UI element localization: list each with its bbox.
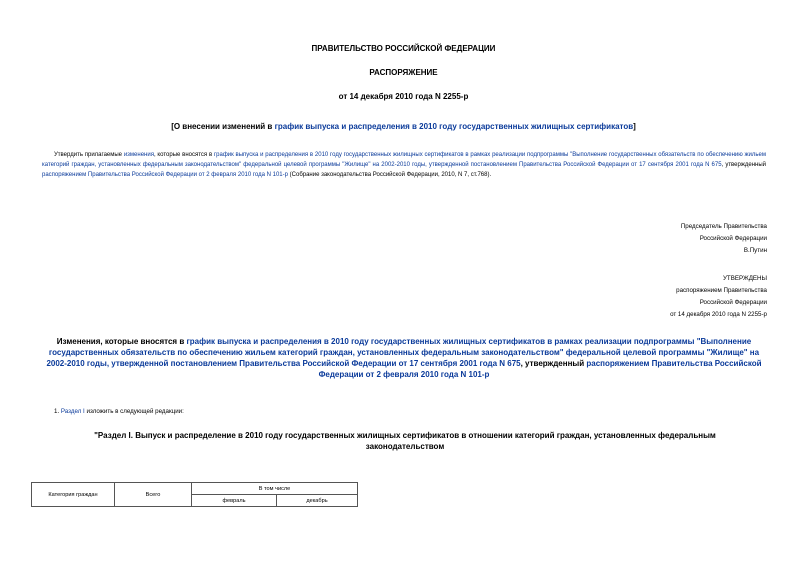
column-header-including: В том числе — [192, 483, 358, 495]
certificates-table — [31, 482, 358, 507]
item-1 — [54, 408, 184, 415]
column-header-february: февраль — [192, 495, 277, 507]
approval-line: от 14 декабря 2010 года N 2255-р — [670, 311, 767, 318]
body-paragraph — [42, 150, 766, 180]
title-open: [О внесении изменений в — [171, 122, 275, 131]
body-text-1: Утвердить прилагаемые — [54, 152, 124, 158]
signature-name: В.Путин — [743, 247, 767, 254]
document-date-number: от 14 декабря 2010 года N 2255-р — [338, 92, 469, 101]
title-close: ] — [633, 122, 636, 131]
approval-line: УТВЕРЖДЕНЫ — [723, 275, 767, 282]
changes-title-schedule-link[interactable]: график выпуска и распределения в 2010 году государственных жилищных сертификатов в рамках реализации подпрограммы "Выполнение государственных обязательств по обеспечению жильем категорий граждан, установленных федеральным законодательством" федеральной целевой программы "Жилище" на 2002-2010 годы, утвержденной постановлением Правительства Российской Федерации от 17 сентября 2001 года N 675 — [46, 337, 760, 368]
title-link[interactable]: график выпуска и распределения в 2010 году государственных жилищных сертификатов — [274, 122, 634, 131]
changes-title-order-link[interactable]: распоряжением Правительства Российской Федерации от 2 февраля 2010 года N 101-р — [318, 359, 762, 379]
body-text-2: , которые вносятся в — [153, 152, 214, 158]
document-type: РАСПОРЯЖЕНИЕ — [369, 68, 438, 77]
signature-block — [681, 221, 767, 257]
body-text-3: , утвержденный — [721, 162, 766, 168]
approval-line: распоряжением Правительства — [676, 287, 767, 294]
order-link[interactable]: распоряжением Правительства Российской Федерации от 2 февраля 2010 года N 101-р — [42, 172, 288, 178]
body-text-4: (Собрание законодательства Российской Федерации, 2010, N 7, ст.768). — [287, 172, 492, 178]
column-header-category: Категория граждан — [32, 483, 115, 507]
section-1-link[interactable]: Раздел I — [60, 408, 85, 415]
column-header-december: декабрь — [277, 495, 358, 507]
document-title — [0, 122, 807, 131]
item-1-text: изложить в следующей редакции: — [84, 408, 184, 415]
changes-link[interactable]: изменения — [123, 152, 154, 158]
column-header-total: Всего — [115, 483, 192, 507]
approval-line: Российской Федерации — [699, 299, 767, 306]
section-title: "Раздел I. Выпуск и распределение в 2010 году государственных жилищных сертификатов в отношении категорий граждан, установленных федеральным законодательством — [94, 431, 716, 451]
signature-line: Российской Федерации — [699, 235, 767, 242]
schedule-link[interactable]: график выпуска и распределения в 2010 году государственных жилищных сертификатов в рамках реализации подпрограммы "Выполнение государственных обязательств по обеспечению жильем категорий граждан, установленных федеральным законодательством" федеральной целевой программы "Жилище" на 2002-2010 годы, утвержденной постановлением Правительства Российской Федерации от 17 сентября 2001 года N 675 — [42, 152, 766, 168]
item-1-number: 1. — [54, 408, 61, 415]
changes-title — [44, 336, 764, 380]
government-heading: ПРАВИТЕЛЬСТВО РОССИЙСКОЙ ФЕДЕРАЦИИ — [311, 44, 496, 53]
signature-line: Председатель Правительства — [680, 223, 767, 230]
approval-block — [670, 273, 767, 321]
changes-title-text-2: , утвержденный — [520, 359, 587, 368]
changes-title-text-1: Изменения, которые вносятся в — [56, 337, 187, 346]
